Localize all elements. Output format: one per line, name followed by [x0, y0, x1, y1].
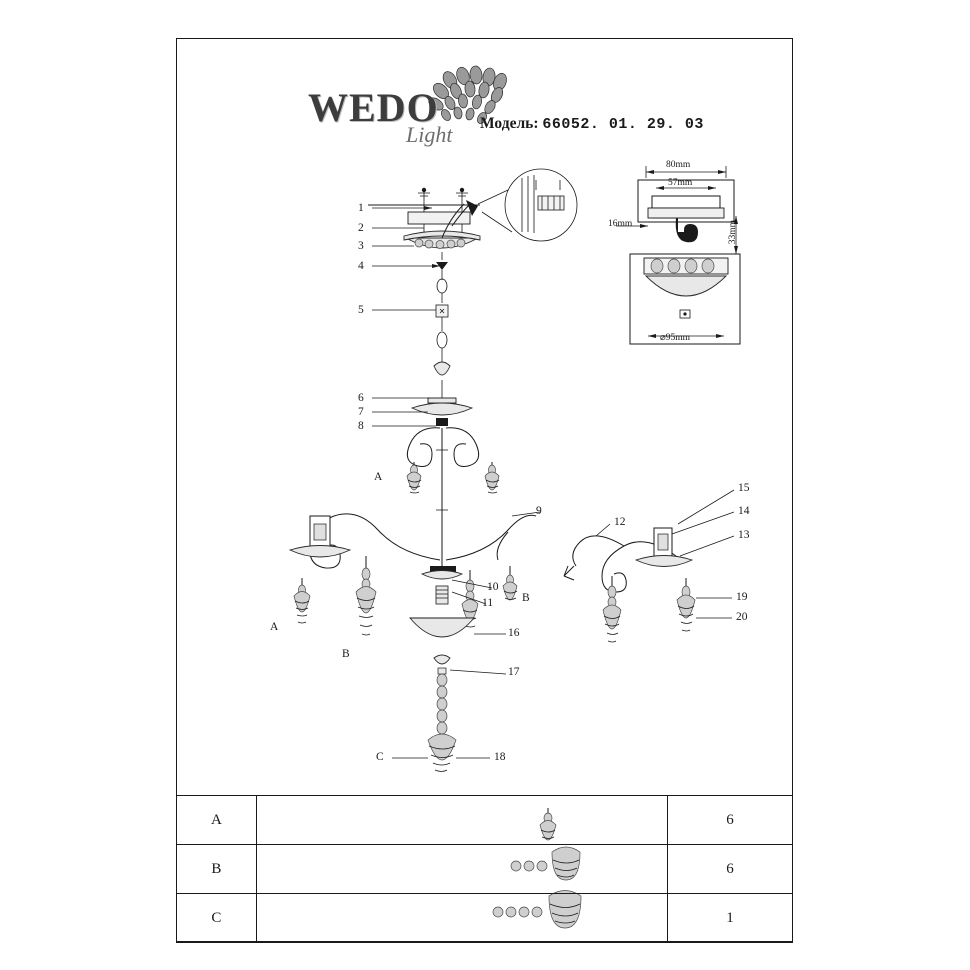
letter-label-a-mid: A: [270, 621, 279, 633]
bom-key-b: B: [177, 845, 257, 894]
bom-image-c: [256, 894, 667, 943]
brand-name: WEDO: [308, 85, 439, 130]
callout-2: 2: [358, 222, 364, 234]
canopy-beads: [415, 239, 465, 249]
callout-7: 7: [358, 406, 364, 418]
callout-6: 6: [358, 392, 364, 404]
bom-qty-c: 1: [667, 894, 792, 943]
dim-height-right: 33mm: [728, 220, 738, 245]
mid-arm-right: [446, 515, 536, 627]
callout-16: 16: [508, 627, 520, 639]
callout-11: 11: [482, 597, 494, 609]
table-row: [177, 894, 793, 943]
bom-qty-b: 6: [667, 845, 792, 894]
letter-label-b-right: B: [522, 592, 530, 604]
suspension-chain: [434, 270, 450, 398]
callout-10: 10: [487, 581, 499, 593]
callout-4: 4: [358, 260, 364, 272]
dim-width-top: 80mm: [666, 160, 691, 170]
callout-18: 18: [494, 751, 506, 763]
callout-15: 15: [738, 482, 750, 494]
model-code: 66052. 01. 29. 03: [542, 116, 704, 133]
dim-depth-left: 16mm: [608, 219, 633, 229]
zoom-detail: [522, 175, 564, 233]
letter-label-a-upper: A: [374, 471, 383, 483]
bom-key-a: A: [177, 796, 257, 845]
bom-key-c: C: [177, 894, 257, 943]
callout-20: 20: [736, 611, 748, 623]
dim-width-inner: 57mm: [668, 178, 693, 188]
callout-1: 1: [358, 202, 364, 214]
dim-diameter: ⌀95mm: [660, 333, 690, 343]
bom-image-a: [256, 796, 667, 845]
callout-8: 8: [358, 420, 364, 432]
detached-arm-assembly: [564, 528, 695, 642]
letter-label-c: C: [376, 751, 384, 763]
finial-bead-chain: [428, 674, 456, 772]
letter-label-b-left: B: [342, 648, 350, 660]
bom-image-b: [256, 845, 667, 894]
upper-arm-right: [446, 428, 499, 493]
mid-arm-left: [290, 514, 440, 635]
callout-9: 9: [536, 505, 542, 517]
callout-3: 3: [358, 240, 364, 252]
bom-qty-a: 6: [667, 796, 792, 845]
table-row: [177, 845, 793, 894]
callout-12: 12: [614, 516, 626, 528]
callout-17: 17: [508, 666, 520, 678]
upper-arm-left: [407, 428, 440, 493]
callout-5: 5: [358, 304, 364, 316]
canopy-detail: [630, 254, 740, 344]
callout-14: 14: [738, 505, 750, 517]
brand-script: Light: [406, 122, 453, 147]
model-label: Модель:: [480, 115, 539, 132]
table-row: [177, 796, 793, 845]
callout-19: 19: [736, 591, 748, 603]
bill-of-materials-table: [176, 795, 793, 943]
callout-13: 13: [738, 529, 750, 541]
